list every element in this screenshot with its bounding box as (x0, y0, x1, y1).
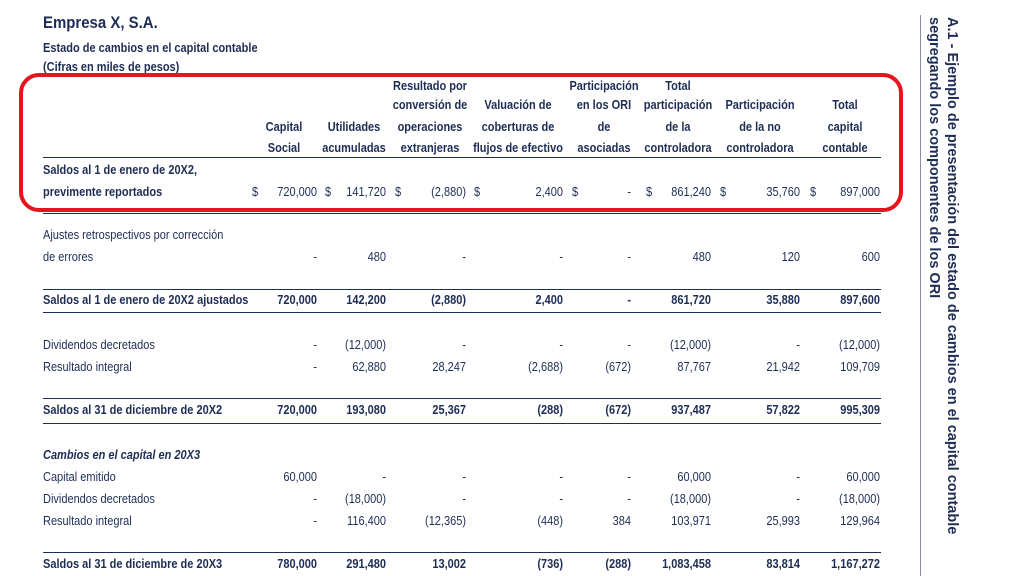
row-label: Dividendos decretados (43, 338, 155, 352)
table-cell: (288) (605, 557, 631, 571)
table-cell: (672) (605, 403, 631, 417)
table-cell: 897,600 (840, 293, 880, 307)
table-cell: - (796, 470, 800, 484)
column-header-2-line-3: Utilidades (327, 120, 381, 134)
table-cell: 28,247 (432, 360, 466, 374)
column-header-7-line-4: controladora (726, 141, 794, 155)
currency-symbol: $ (572, 185, 579, 199)
column-header-8-line-4: contable (822, 141, 868, 155)
table-rule (43, 423, 881, 424)
table-cell: - (627, 185, 631, 199)
table-cell: - (559, 492, 563, 506)
column-header-6-line-2: participación (643, 98, 713, 112)
table-cell: 720,000 (277, 293, 317, 307)
column-header-5-line-2: en los ORI (576, 98, 632, 112)
table-rule (43, 398, 881, 399)
table-cell: - (796, 338, 800, 352)
table-cell: - (796, 492, 800, 506)
table-cell: - (559, 250, 563, 264)
table-cell: 291,480 (346, 557, 386, 571)
column-header-8-line-2: Total (832, 98, 858, 112)
column-header-5-line-1: Participación (569, 79, 639, 93)
table-cell: 120 (781, 250, 800, 264)
table-cell: - (462, 250, 466, 264)
table-cell: (448) (537, 514, 563, 528)
table-cell: - (382, 470, 386, 484)
table-cell: (672) (605, 360, 631, 374)
column-header-7-line-3: de la no (739, 120, 781, 134)
side-caption-text: A.1 - Ejemplo de presentación del estado de cambios en el capital contable segregando los componentes de los ORI (926, 17, 960, 535)
table-cell: - (627, 492, 631, 506)
row-label: Saldos al 31 de diciembre de 20X3 (43, 557, 223, 571)
table-cell: 142,200 (346, 293, 386, 307)
table-cell: (12,365) (425, 514, 466, 528)
table-cell: 62,880 (352, 360, 386, 374)
table-cell: 35,880 (766, 293, 800, 307)
table-cell: (2,880) (431, 293, 466, 307)
table-cell: 87,767 (677, 360, 711, 374)
table-cell: (2,688) (528, 360, 563, 374)
units-note: (Cifras en miles de pesos) (43, 60, 180, 74)
column-header-1-line-3: Capital (265, 120, 303, 134)
table-cell: 861,720 (671, 293, 711, 307)
column-header-3-line-3: operaciones (397, 120, 463, 134)
currency-symbol: $ (395, 185, 402, 199)
column-header-5-line-4: asociadas (577, 141, 631, 155)
table-cell: 25,993 (766, 514, 800, 528)
table-cell: - (313, 250, 317, 264)
column-header-7-line-2: Participación (725, 98, 795, 112)
table-cell: (12,000) (839, 338, 880, 352)
table-cell: - (559, 338, 563, 352)
row-label: Saldos al 1 de enero de 20X2, (43, 163, 198, 177)
table-cell: 109,709 (840, 360, 880, 374)
table-cell: 57,822 (766, 403, 800, 417)
currency-symbol: $ (810, 185, 817, 199)
currency-symbol: $ (325, 185, 332, 199)
column-header-4-line-3: coberturas de (481, 120, 555, 134)
table-cell: 1,167,272 (831, 557, 880, 571)
row-label: Dividendos decretados (43, 492, 155, 506)
table-cell: (18,000) (839, 492, 880, 506)
company-name: Empresa X, S.A. (43, 13, 158, 32)
table-cell: - (313, 360, 317, 374)
column-header-8-line-3: capital (827, 120, 863, 134)
column-header-4-line-2: Valuación de (484, 98, 552, 112)
table-cell: (18,000) (345, 492, 386, 506)
table-cell: 780,000 (277, 557, 317, 571)
table-cell: 720,000 (277, 403, 317, 417)
table-cell: 384 (612, 514, 631, 528)
table-cell: (12,000) (670, 338, 711, 352)
table-cell: 193,080 (346, 403, 386, 417)
table-cell: 995,309 (840, 403, 880, 417)
table-cell: 720,000 (277, 185, 317, 199)
column-header-3-line-1: Resultado por (393, 79, 467, 93)
column-header-5-line-3: de (597, 120, 611, 134)
table-cell: - (313, 338, 317, 352)
table-cell: - (462, 470, 466, 484)
column-header-1-line-4: Social (267, 141, 301, 155)
column-header-6-line-1: Total (665, 79, 691, 93)
table-cell: - (627, 338, 631, 352)
side-caption (925, 17, 961, 557)
table-cell: 861,240 (671, 185, 711, 199)
table-cell: 1,083,458 (662, 557, 711, 571)
table-rule (43, 552, 881, 553)
divider-line (920, 15, 921, 576)
currency-symbol: $ (720, 185, 727, 199)
table-cell: 13,002 (432, 557, 466, 571)
table-cell: 480 (692, 250, 711, 264)
table-cell: - (627, 470, 631, 484)
table-cell: 60,000 (677, 470, 711, 484)
table-cell: - (627, 250, 631, 264)
row-label: Resultado integral (43, 514, 132, 528)
table-cell: 937,487 (671, 403, 711, 417)
table-cell: - (462, 492, 466, 506)
row-label: de errores (43, 250, 94, 264)
column-header-4-line-4: flujos de efectivo (473, 141, 563, 155)
table-cell: 480 (367, 250, 386, 264)
statement-title: Estado de cambios en el capital contable (43, 41, 258, 55)
table-cell: 21,942 (766, 360, 800, 374)
table-cell: - (462, 338, 466, 352)
table-cell: - (627, 293, 631, 307)
currency-symbol: $ (252, 185, 259, 199)
column-header-3-line-4: extranjeras (400, 141, 460, 155)
table-cell: - (559, 470, 563, 484)
row-label: Saldos al 1 de enero de 20X2 ajustados (43, 293, 249, 307)
table-cell: 2,400 (535, 185, 563, 199)
table-cell: (2,880) (431, 185, 466, 199)
column-header-6-line-3: de la (665, 120, 691, 134)
table-cell: 600 (861, 250, 880, 264)
row-label: previmente reportados (43, 185, 163, 199)
table-cell: (18,000) (670, 492, 711, 506)
row-label: Resultado integral (43, 360, 132, 374)
column-header-2-line-4: acumuladas (322, 141, 386, 155)
row-label: Capital emitido (43, 470, 116, 484)
row-label: Ajustes retrospectivos por corrección (43, 228, 224, 242)
table-cell: 897,000 (840, 185, 880, 199)
table-cell: 35,760 (766, 185, 800, 199)
highlight-box (19, 73, 903, 212)
table-cell: 60,000 (283, 470, 317, 484)
table-rule (43, 289, 881, 290)
table-rule (43, 213, 881, 214)
currency-symbol: $ (474, 185, 481, 199)
column-header-3-line-2: conversión de (392, 98, 468, 112)
table-cell: 83,814 (766, 557, 800, 571)
section-heading: Cambios en el capital en 20X3 (43, 448, 201, 462)
table-cell: 129,964 (840, 514, 880, 528)
column-header-6-line-4: controladora (644, 141, 712, 155)
table-cell: 60,000 (846, 470, 880, 484)
currency-symbol: $ (646, 185, 653, 199)
table-cell: - (313, 514, 317, 528)
table-cell: (288) (537, 403, 563, 417)
table-cell: 141,720 (346, 185, 386, 199)
table-cell: - (313, 492, 317, 506)
table-cell: (736) (537, 557, 563, 571)
table-cell: 103,971 (671, 514, 711, 528)
table-cell: 2,400 (535, 293, 563, 307)
table-cell: 25,367 (432, 403, 466, 417)
row-label: Saldos al 31 de diciembre de 20X2 (43, 403, 223, 417)
table-cell: 116,400 (347, 514, 386, 528)
table-cell: (12,000) (345, 338, 386, 352)
table-rule (43, 312, 881, 313)
